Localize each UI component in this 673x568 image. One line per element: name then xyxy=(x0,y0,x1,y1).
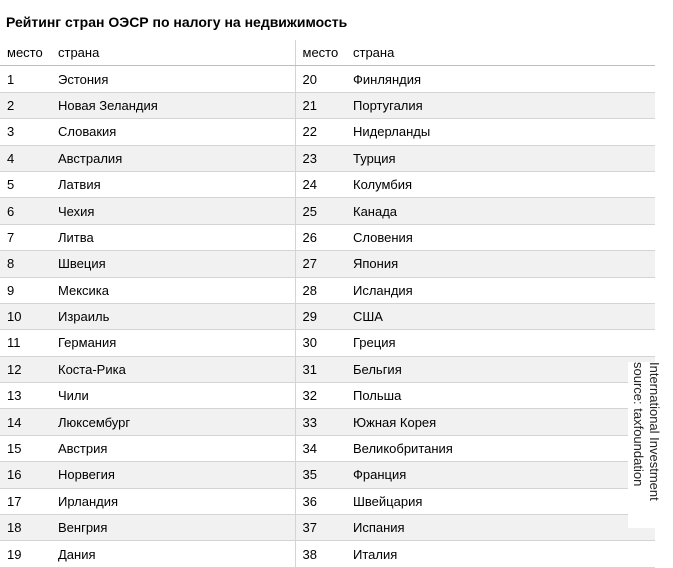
rank-cell: 10 xyxy=(0,303,51,329)
header-country-right: страна xyxy=(346,40,655,66)
rank-cell: 11 xyxy=(0,330,51,356)
header-rank-right: место xyxy=(295,40,346,66)
country-cell: Новая Зеландия xyxy=(51,92,295,118)
country-cell: Япония xyxy=(346,251,655,277)
table-row xyxy=(0,277,655,303)
rank-cell: 18 xyxy=(0,515,51,541)
country-cell: Израиль xyxy=(51,303,295,329)
table-row xyxy=(0,462,655,488)
country-cell: Канада xyxy=(346,198,655,224)
country-cell: Греция xyxy=(346,330,655,356)
country-cell: Португалия xyxy=(346,92,655,118)
rank-cell: 21 xyxy=(295,92,346,118)
country-cell: Франция xyxy=(346,462,655,488)
country-cell: Чили xyxy=(51,383,295,409)
rank-cell: 22 xyxy=(295,119,346,145)
country-cell: Австрия xyxy=(51,435,295,461)
rank-cell: 34 xyxy=(295,435,346,461)
rank-cell: 24 xyxy=(295,171,346,197)
table-row xyxy=(0,198,655,224)
country-cell: Италия xyxy=(346,541,655,567)
country-cell: Ирландия xyxy=(51,488,295,514)
rank-cell: 19 xyxy=(0,541,51,567)
country-cell: Колумбия xyxy=(346,171,655,197)
country-cell: Австралия xyxy=(51,145,295,171)
rank-cell: 14 xyxy=(0,409,51,435)
country-cell: Люксембург xyxy=(51,409,295,435)
ranking-table xyxy=(0,40,655,568)
rank-cell: 3 xyxy=(0,119,51,145)
country-cell: Эстония xyxy=(51,66,295,92)
rank-cell: 16 xyxy=(0,462,51,488)
rank-cell: 8 xyxy=(0,251,51,277)
rank-cell: 7 xyxy=(0,224,51,250)
country-cell: Коста-Рика xyxy=(51,356,295,382)
country-cell: Польша xyxy=(346,383,655,409)
source-note xyxy=(628,362,662,528)
country-cell: Мексика xyxy=(51,277,295,303)
country-cell: США xyxy=(346,303,655,329)
country-cell: Швейцария xyxy=(346,488,655,514)
rank-cell: 35 xyxy=(295,462,346,488)
rank-cell: 29 xyxy=(295,303,346,329)
table-row xyxy=(0,251,655,277)
rank-cell: 5 xyxy=(0,171,51,197)
table-row xyxy=(0,383,655,409)
table-row xyxy=(0,356,655,382)
rank-cell: 6 xyxy=(0,198,51,224)
country-cell: Словакия xyxy=(51,119,295,145)
header-country-left: страна xyxy=(51,40,295,66)
country-cell: Чехия xyxy=(51,198,295,224)
rank-cell: 28 xyxy=(295,277,346,303)
table-header-row xyxy=(0,40,655,66)
country-cell: Германия xyxy=(51,330,295,356)
rank-cell: 17 xyxy=(0,488,51,514)
country-cell: Финляндия xyxy=(346,66,655,92)
rank-cell: 23 xyxy=(295,145,346,171)
country-cell: Бельгия xyxy=(346,356,655,382)
country-cell: Испания xyxy=(346,515,655,541)
page-title: Рейтинг стран ОЭСР по налогу на недвижимость xyxy=(6,14,348,30)
rank-cell: 31 xyxy=(295,356,346,382)
country-cell: Великобритания xyxy=(346,435,655,461)
table-row xyxy=(0,145,655,171)
country-cell: Нидерланды xyxy=(346,119,655,145)
country-cell: Литва xyxy=(51,224,295,250)
header-rank-left: место xyxy=(0,40,51,66)
country-cell: Турция xyxy=(346,145,655,171)
country-cell: Южная Корея xyxy=(346,409,655,435)
source-note-line-2: source: taxfoundation xyxy=(631,362,646,487)
rank-cell: 30 xyxy=(295,330,346,356)
source-note-line-1: International Investment xyxy=(647,362,662,501)
country-cell: Венгрия xyxy=(51,515,295,541)
rank-cell: 36 xyxy=(295,488,346,514)
table-row xyxy=(0,435,655,461)
country-cell: Словения xyxy=(346,224,655,250)
table-row xyxy=(0,515,655,541)
country-cell: Латвия xyxy=(51,171,295,197)
rank-cell: 25 xyxy=(295,198,346,224)
table-body xyxy=(0,66,655,567)
table-row xyxy=(0,541,655,567)
rank-cell: 15 xyxy=(0,435,51,461)
rank-cell: 20 xyxy=(295,66,346,92)
rank-cell: 33 xyxy=(295,409,346,435)
table-row xyxy=(0,92,655,118)
country-cell: Норвегия xyxy=(51,462,295,488)
rank-cell: 38 xyxy=(295,541,346,567)
table-row xyxy=(0,171,655,197)
rank-cell: 12 xyxy=(0,356,51,382)
table-row xyxy=(0,409,655,435)
rank-cell: 4 xyxy=(0,145,51,171)
country-cell: Исландия xyxy=(346,277,655,303)
rank-cell: 27 xyxy=(295,251,346,277)
table-row xyxy=(0,330,655,356)
table-row xyxy=(0,224,655,250)
table-row xyxy=(0,488,655,514)
rank-cell: 37 xyxy=(295,515,346,541)
rank-cell: 1 xyxy=(0,66,51,92)
rank-cell: 13 xyxy=(0,383,51,409)
rank-cell: 9 xyxy=(0,277,51,303)
rank-cell: 32 xyxy=(295,383,346,409)
table-row xyxy=(0,303,655,329)
table-row xyxy=(0,66,655,92)
rank-cell: 2 xyxy=(0,92,51,118)
table-row xyxy=(0,119,655,145)
rank-cell: 26 xyxy=(295,224,346,250)
country-cell: Швеция xyxy=(51,251,295,277)
country-cell: Дания xyxy=(51,541,295,567)
